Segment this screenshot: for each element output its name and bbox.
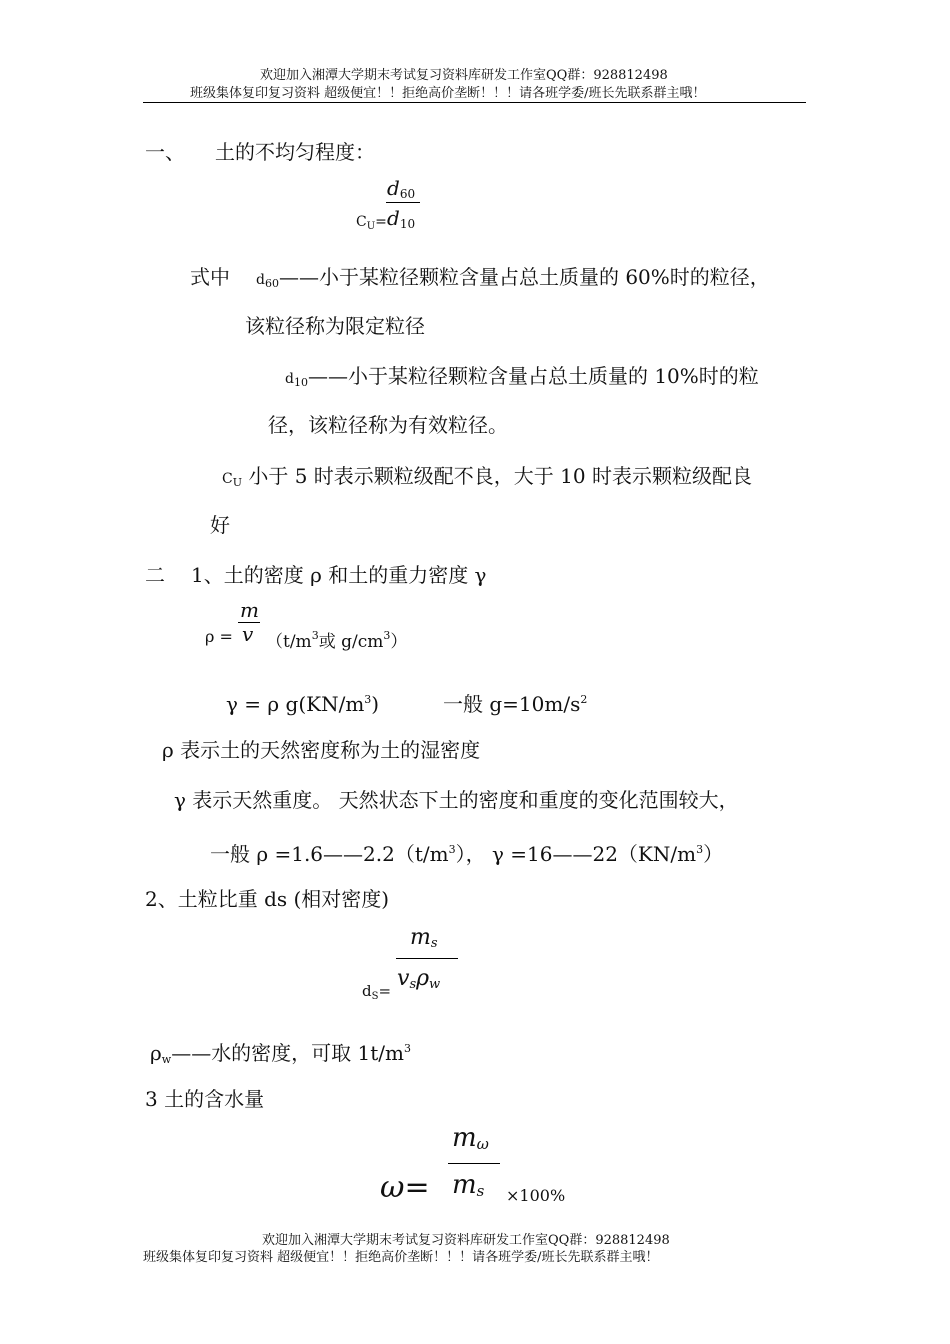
ds-denominator: $v_s\rho_w$ [397, 966, 441, 992]
section1-heading [145, 140, 375, 164]
section1-heading-num: 一、 [145, 140, 185, 164]
rho-units: （$t/m^3$或 $g/cm^3$） [266, 629, 408, 652]
d10-definition-cont: 径，该粒径称为有效粒径。 [268, 413, 508, 437]
rho-denominator: v [242, 622, 254, 646]
rho-numerator: m [240, 598, 259, 622]
omega-denominator: $m_s$ [452, 1170, 485, 1200]
gravity-note: 一般 $g=10m/s^2$ [443, 692, 588, 716]
d60-definition: 式中 $d_{60}——$小于某粒径颗粒含量占总土质量的 60%时的粒径， [190, 265, 770, 290]
gamma-description: γ 表示天然重度。 天然状态下土的密度和重度的变化范围较大， [174, 788, 739, 812]
ds-fraction-bar [396, 958, 458, 959]
cu-note-cont: 好 [210, 513, 230, 537]
rho-description: ρ 表示土的天然密度称为土的湿密度 [162, 738, 481, 762]
omega-fraction-bar [448, 1163, 500, 1164]
section4-heading: 3 土的含水量 [145, 1087, 265, 1111]
section3-heading: 2、土粒比重 ds (相对密度) [145, 887, 390, 911]
cu-note: $C_U$ 小于 5 时表示颗粒级配不良，大于 10 时表示颗粒级配良 [222, 464, 752, 489]
header-rule [143, 102, 806, 103]
omega-numerator: $m_\omega$ [452, 1123, 489, 1153]
ds-lhs: $d_S=$ [362, 982, 392, 1002]
rho-lhs: ρ = [205, 627, 233, 646]
cu-denominator: $d_{10}$ [387, 206, 416, 231]
d10-definition: $d_{10}——$小于某粒径颗粒含量占总土质量的 10%时的粒 [285, 364, 759, 389]
density-range: 一般 $\rho =1.6——2.2(t/m^3)$， $\gamma =16——22(KN/m^3)$ [210, 842, 724, 866]
ds-numerator: $m_s$ [410, 925, 438, 951]
cu-lhs: $C_U=$ [356, 214, 387, 232]
section2-heading: 二 1、土的密度 ρ 和土的重力密度 γ [145, 563, 487, 587]
cu-numerator: $d_{60}$ [387, 176, 416, 201]
d60-definition-cont: 该粒径称为限定粒径 [245, 314, 425, 338]
gamma-formula: γ = ρ $g(KN/m^3)$ [226, 692, 380, 716]
header-line-1: 欢迎加入湘潭大学期末考试复习资料库研发工作室QQ群：928812498 [260, 68, 668, 83]
omega-factor: ×100% [506, 1186, 566, 1205]
footer-line-2: 班级集体复印复习资料 超级便宜！！拒绝高价垄断！！！请各班学委/班长先联系群主哦！ [143, 1250, 659, 1265]
cu-fraction-bar [386, 202, 420, 203]
section1-heading-text: 土的不均匀程度： [215, 140, 375, 164]
header-line-2: 班级集体复印复习资料 超级便宜！！拒绝高价垄断！！！请各班学委/班长先联系群主哦！ [190, 86, 706, 101]
water-density: $\rho_w——$水的密度，可取 $1t/m^3$ [150, 1041, 412, 1066]
footer-line-1: 欢迎加入湘潭大学期末考试复习资料库研发工作室QQ群：928812498 [262, 1233, 670, 1248]
omega-lhs: ω= [380, 1170, 430, 1205]
